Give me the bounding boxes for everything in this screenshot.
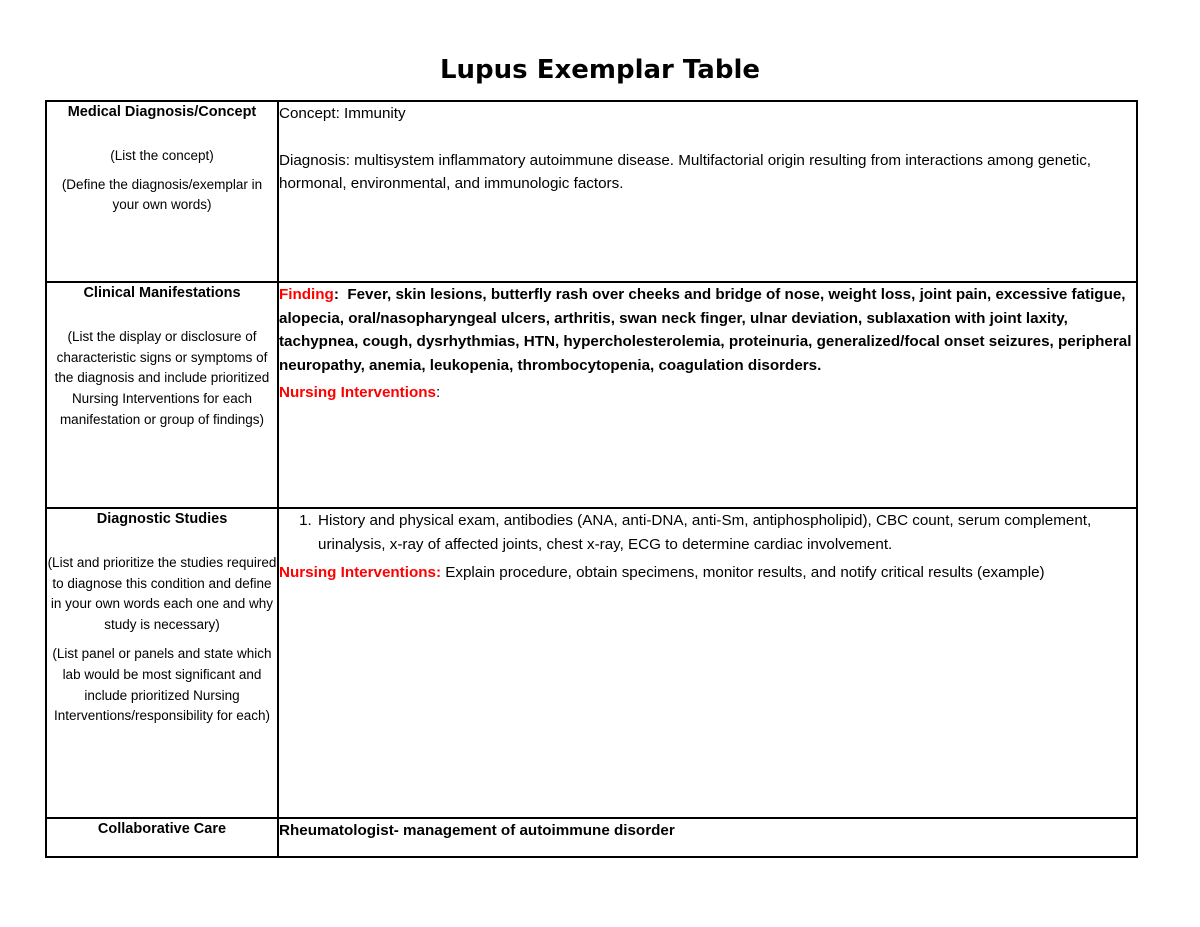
- studies-note-panels: (List panel or panels and state which lab would be most significant and include prioritized Nursing Interventions/responsibility for each): [52, 645, 272, 724]
- manifestations-label-cell: [46, 282, 278, 508]
- exemplar-table: [45, 100, 1138, 858]
- studies-list: [279, 509, 1136, 556]
- studies-content-cell: [278, 508, 1137, 818]
- page-title: Lupus Exemplar Table: [439, 55, 760, 85]
- studies-interventions-label: Nursing Interventions:: [279, 564, 442, 581]
- finding-text: Fever, skin lesions, butterfly rash over cheeks and bridge of nose, weight loss, joint pain, excessive fatigue, alopecia, oral/nasopharyngeal ulcers, arthritis, swan neck finger, ulnar deviation, sublaxation with joint laxity, tachypnea, cough, dysrhythmias, HTN, hypercholesterolemia, proteinuria, generalized/focal onset seizures, peripheral neuropathy, anemia, leukopenia, thrombocytopenia, coagulation disorders.: [279, 286, 1132, 374]
- manifestations-note: (List the display or disclosure of characteristic signs or symptoms of the diagnosis and include prioritized Nursing Interventions for each manifestation or group of findings): [54, 328, 270, 427]
- diagnosis-content-cell: [278, 101, 1137, 282]
- manifestations-heading: Clinical Manifestations: [83, 285, 241, 301]
- table-row-studies: [46, 508, 1137, 818]
- diagnosis-text: Diagnosis: multisystem inflammatory autoimmune disease. Multifactorial origin resulting from interactions among genetic, hormonal, environmental, and immunologic factors.: [279, 151, 1092, 192]
- diagnosis-note-concept: (List the concept): [110, 147, 214, 163]
- manifestations-interventions-label: Nursing Interventions: [279, 384, 436, 401]
- table-row-manifestations: [46, 282, 1137, 508]
- list-item: 1. History and physical exam, antibodies (ANA, anti-DNA, anti-Sm, antiphospholipid), CBC count, serum complement, urinalysis, x-ray of affected joints, chest x-ray, ECG to determine cardiac involvement.: [316, 509, 1136, 556]
- concept-text: Concept: Immunity: [279, 105, 406, 122]
- diagnosis-note-define: (Define the diagnosis/exemplar in your own words): [61, 176, 263, 213]
- diagnosis-label-cell: [46, 101, 278, 282]
- finding-paragraph: Finding: Fever, skin lesions, butterfly rash over cheeks and bridge of nose, weight loss, joint pain, excessive fatigue, alopecia, oral/nasopharyngeal ulcers, arthritis, swan neck finger, ulnar deviation, sublaxation with joint laxity, tachypnea, cough, dysrhythmias, HTN, hypercholesterolemia, proteinuria, generalized/focal onset seizures, peripheral neuropathy, anemia, leukopenia, thrombocytopenia, coagulation disorders.: [279, 286, 1132, 374]
- finding-label: Finding: [279, 286, 334, 303]
- care-content-cell: [278, 818, 1137, 857]
- studies-heading: Diagnostic Studies: [96, 511, 228, 527]
- manifestations-interventions: Nursing Interventions:: [279, 384, 441, 401]
- studies-interventions: [279, 561, 1136, 585]
- studies-label-cell: [46, 508, 278, 818]
- studies-interventions-text: Explain procedure, obtain specimens, monitor results, and notify critical results (example): [445, 564, 1045, 581]
- manifestations-content-cell: [278, 282, 1137, 508]
- diagnosis-heading: Medical Diagnosis/Concept: [67, 104, 257, 120]
- care-heading: Collaborative Care: [97, 821, 227, 837]
- table-row-diagnosis: [46, 101, 1137, 282]
- table-row-care: [46, 818, 1137, 857]
- care-text: Rheumatologist- management of autoimmune disorder: [279, 822, 675, 839]
- care-label-cell: [46, 818, 278, 857]
- studies-note-prioritize: (List and prioritize the studies required to diagnose this condition and define in your own words each one and why study is necessary): [47, 554, 277, 633]
